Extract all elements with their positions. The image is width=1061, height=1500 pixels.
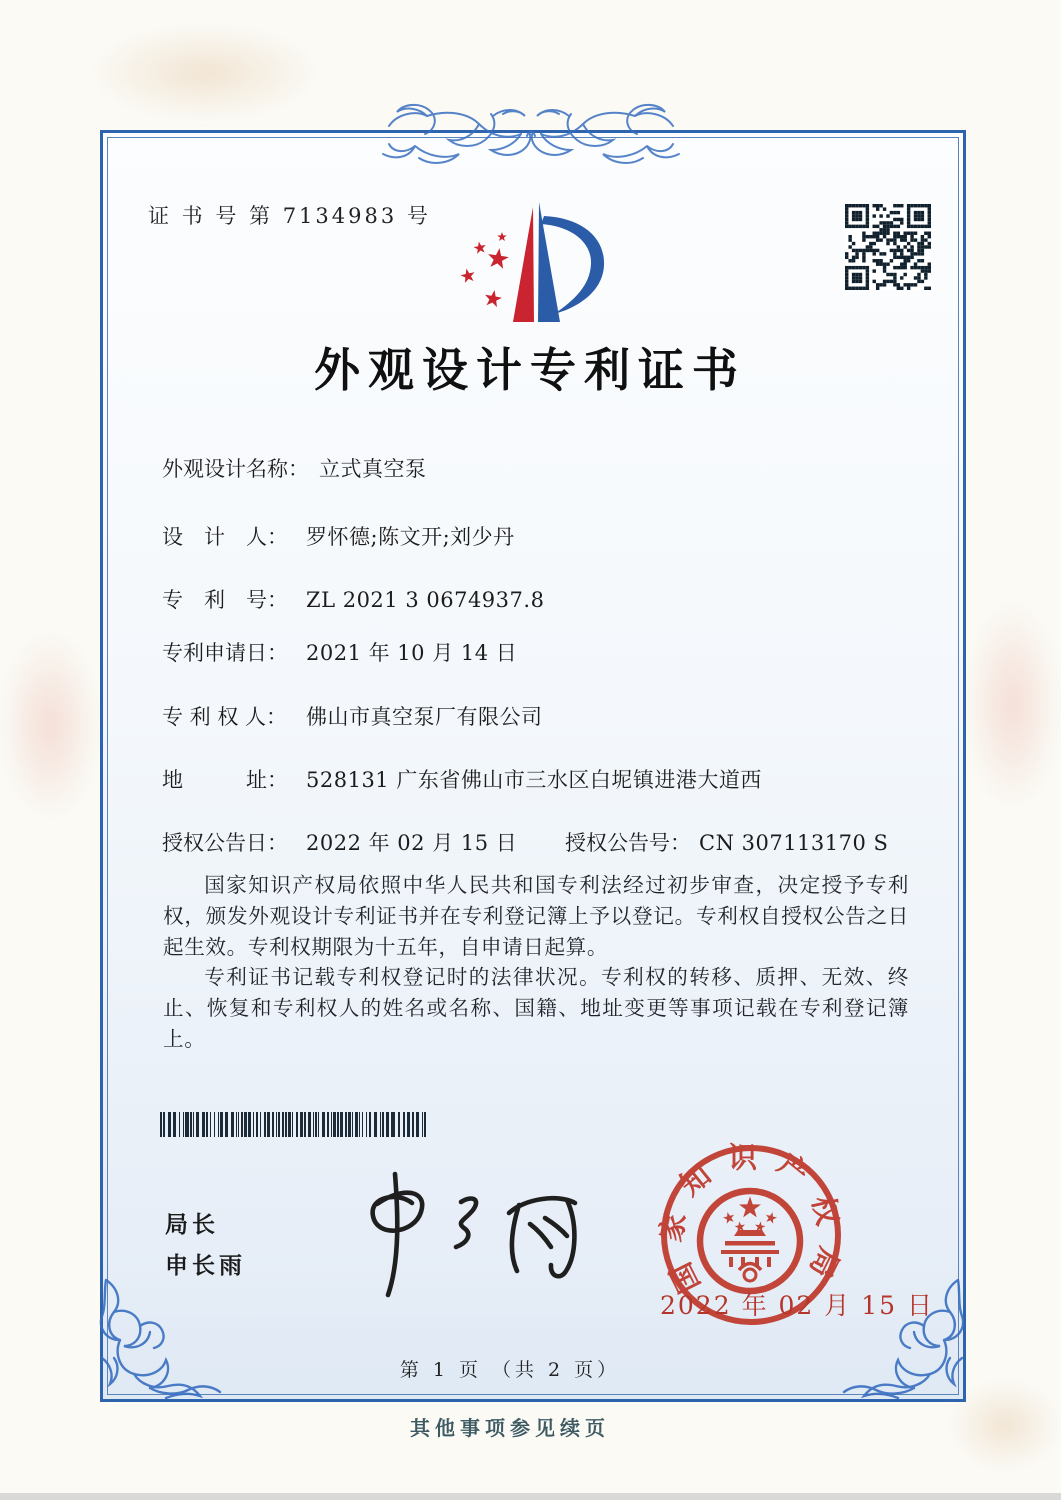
field-application-date	[162, 637, 517, 667]
commissioner-role: 局长	[165, 1212, 219, 1238]
field-label: 设 计 人：	[162, 525, 288, 549]
field-address	[162, 764, 762, 794]
cnipa-logo	[452, 197, 622, 342]
seal-text: 国家知识产权局	[653, 1140, 849, 1299]
field-grant-date	[162, 827, 517, 857]
certificate-title: 外观设计专利证书	[314, 343, 746, 397]
field-label: 外观设计名称：	[162, 457, 309, 481]
field-label: 专 利 号：	[162, 588, 288, 612]
field-design-name	[162, 453, 427, 483]
field-value: CN 307113170 S	[699, 831, 889, 855]
field-label: 授权公告日：	[162, 831, 288, 855]
field-value: ZL 2021 3 0674937.8	[306, 588, 545, 612]
flourish-ornament-bottom-left	[96, 1278, 226, 1404]
field-label: 授权公告号：	[565, 831, 691, 855]
seal-date: 2022 年 02 月 15 日	[660, 1291, 934, 1320]
commissioner-name: 申长雨	[165, 1253, 246, 1279]
page-number: 第 1 页 （共 2 页）	[399, 1359, 621, 1381]
field-grant-number	[565, 827, 888, 857]
field-label: 地 址：	[162, 768, 288, 792]
field-value: 2022 年 02 月 15 日	[306, 831, 518, 855]
dragon-ornament-top	[375, 96, 687, 174]
watermark-blob	[965, 600, 1060, 810]
field-value: 佛山市真空泵厂有限公司	[306, 705, 543, 729]
commissioner-signature	[315, 1168, 595, 1300]
svg-text:国家知识产权局	[653, 1140, 848, 1298]
national-emblem	[700, 1191, 800, 1291]
field-label: 专利申请日：	[162, 641, 288, 665]
field-value: 528131 广东省佛山市三水区白坭镇进港大道西	[306, 768, 762, 792]
field-label: 专 利 权 人：	[162, 705, 288, 729]
field-value: 立式真空泵	[319, 457, 427, 481]
certificate-number: 证 书 号 第 7134983 号	[148, 204, 431, 228]
field-value: 2021 年 10 月 14 日	[306, 641, 518, 665]
field-patentee	[162, 701, 543, 731]
legal-paragraph-register: 专利证书记载专利权登记时的法律状况。专利权的转移、质押、无效、终止、恢复和专利权人的姓名或名称、国籍、地址变更等事项记载在专利登记簿上。	[163, 965, 909, 1051]
qr-code	[845, 204, 931, 290]
logo-red-wedge	[513, 207, 534, 322]
watermark-blob	[0, 630, 100, 820]
continuation-note: 其他事项参见续页	[410, 1416, 610, 1440]
field-designer	[162, 521, 515, 551]
legal-paragraph-grant: 国家知识产权局依照中华人民共和国专利法经过初步审查，决定授予专利权，颁发外观设计专利证书并在专利登记簿上予以登记。专利权自授权公告之日起生效。专利权期限为十五年，自申请日起算。	[163, 873, 909, 959]
scan-edge-shadow	[0, 1493, 1061, 1500]
field-value: 罗怀德;陈文开;刘少丹	[306, 525, 515, 549]
watermark-blob	[90, 25, 320, 120]
barcode	[160, 1112, 432, 1137]
field-patent-number	[162, 584, 544, 614]
